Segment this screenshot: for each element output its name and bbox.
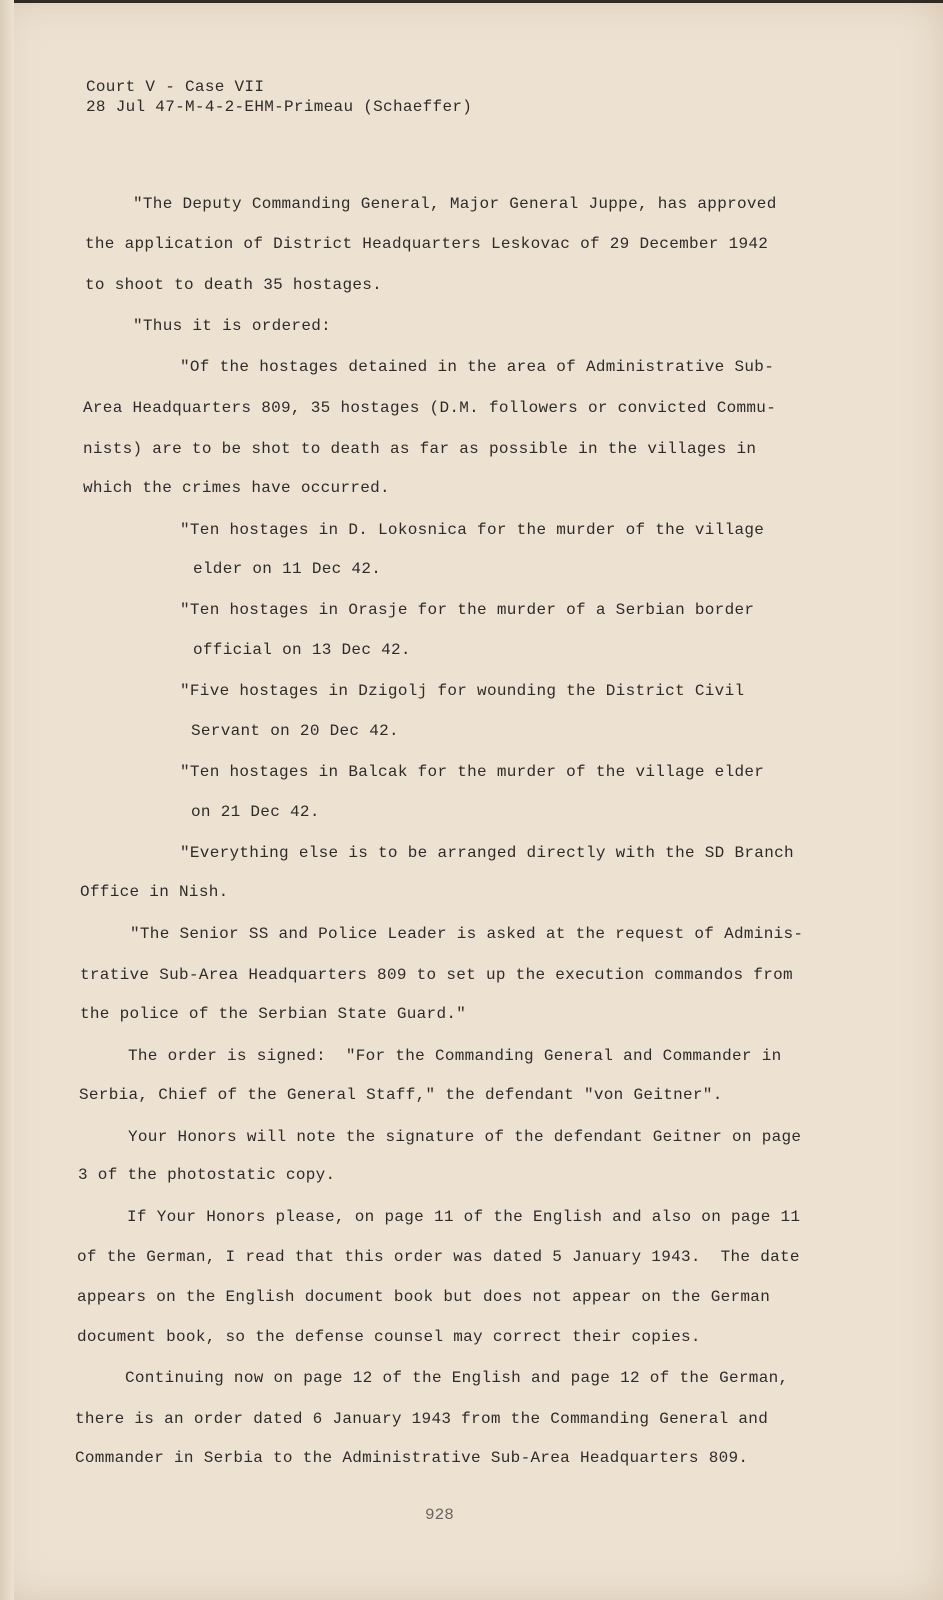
body-line: Commander in Serbia to the Administrative Sub-Area Headquarters 809. <box>75 1449 749 1467</box>
body-line: "Of the hostages detained in the area of Administrative Sub- <box>180 358 775 376</box>
body-line: nists) are to be shot to death as far as possible in the villages in <box>83 440 757 458</box>
body-line: If Your Honors please, on page 11 of the English and also on page 11 <box>127 1208 801 1226</box>
page-number: 928 <box>425 1506 454 1524</box>
body-line: "Ten hostages in D. Lokosnica for the murder of the village <box>180 521 765 539</box>
scan-top-border <box>0 0 943 3</box>
body-line: on 21 Dec 42. <box>191 803 320 821</box>
body-line: "Ten hostages in Balcak for the murder of the village elder <box>180 763 765 781</box>
body-line: elder on 11 Dec 42. <box>193 560 382 578</box>
body-line: Servant on 20 Dec 42. <box>191 722 399 740</box>
body-line: official on 13 Dec 42. <box>193 641 411 659</box>
body-line: the application of District Headquarters Leskovac of 29 December 1942 <box>85 235 769 253</box>
body-line: "Everything else is to be arranged directly with the SD Branch <box>180 844 794 862</box>
page-left-edge <box>0 0 14 1600</box>
body-line: 3 of the photostatic copy. <box>78 1166 336 1184</box>
body-line: "Thus it is ordered: <box>133 317 332 335</box>
body-line: "The Senior SS and Police Leader is asked at the request of Adminis- <box>130 925 804 943</box>
body-line: "The Deputy Commanding General, Major General Juppe, has approved <box>133 195 777 213</box>
body-line: appears on the English document book but does not appear on the German <box>77 1288 771 1306</box>
body-line: which the crimes have occurred. <box>83 479 390 497</box>
body-line: "Five hostages in Dzigolj for wounding the District Civil <box>180 682 745 700</box>
body-line: trative Sub-Area Headquarters 809 to set up the execution commandos from <box>80 966 793 984</box>
body-line: of the German, I read that this order was dated 5 January 1943. The date <box>77 1248 800 1266</box>
body-line: Area Headquarters 809, 35 hostages (D.M. followers or convicted Commu- <box>83 399 777 417</box>
body-line: The order is signed: "For the Commanding General and Commander in <box>128 1047 782 1065</box>
body-line: document book, so the defense counsel may correct their copies. <box>77 1328 701 1346</box>
body-line: Serbia, Chief of the General Staff," the defendant "von Geitner". <box>79 1086 723 1104</box>
body-line: "Ten hostages in Orasje for the murder of a Serbian border <box>180 601 755 619</box>
body-line: Office in Nish. <box>80 883 229 901</box>
body-line: the police of the Serbian State Guard." <box>80 1005 467 1023</box>
body-line: there is an order dated 6 January 1943 from the Commanding General and <box>75 1410 769 1428</box>
body-line: Your Honors will note the signature of the defendant Geitner on page <box>128 1128 802 1146</box>
body-line: to shoot to death 35 hostages. <box>85 276 383 294</box>
header-case-line: Court V - Case VII <box>86 78 265 96</box>
header-reference-line: 28 Jul 47-M-4-2-EHM-Primeau (Schaeffer) <box>86 98 473 116</box>
body-line: Continuing now on page 12 of the English and page 12 of the German, <box>125 1369 789 1387</box>
